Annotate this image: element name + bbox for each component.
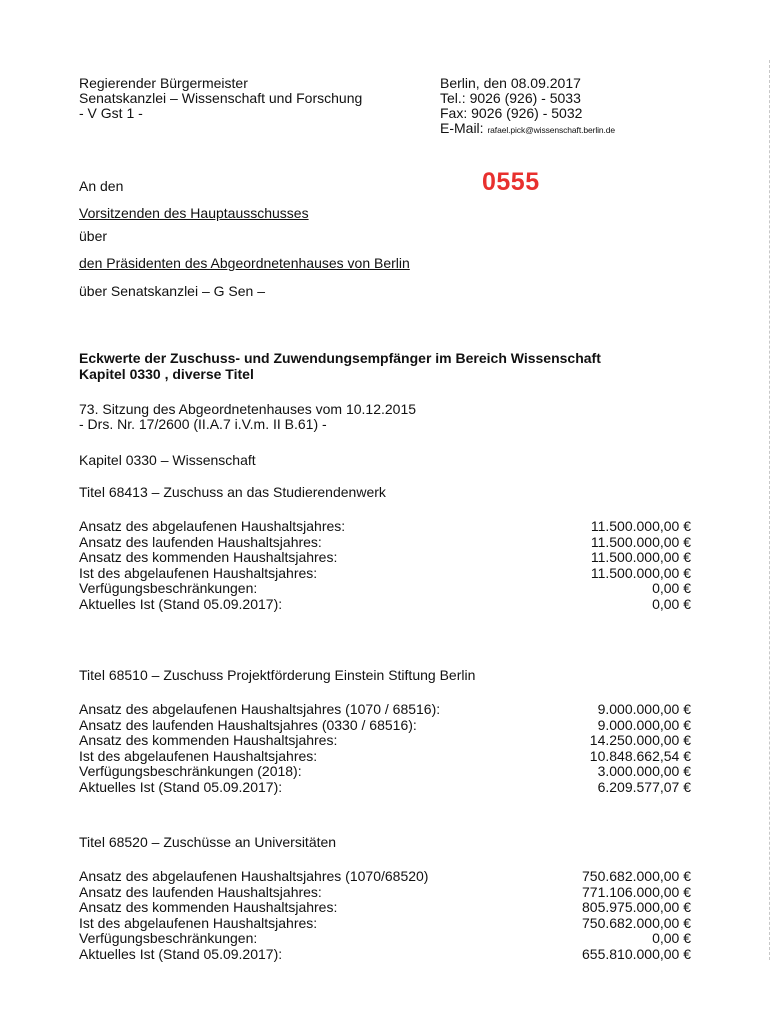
budget-row xyxy=(79,597,691,613)
subject-heading xyxy=(79,350,601,382)
budget-table xyxy=(79,869,691,962)
budget-row xyxy=(79,885,691,901)
budget-amount: 11.500.000,00 € xyxy=(590,533,691,550)
email-line xyxy=(440,121,615,138)
budget-amount: 9.000.000,00 € xyxy=(597,716,691,733)
budget-amount: 805.975.000,00 € xyxy=(582,899,691,915)
budget-row xyxy=(79,535,691,551)
reference-line: 73. Sitzung des Abgeordnetenhauses vom 10.12.2015 xyxy=(79,401,417,417)
budget-row xyxy=(79,749,691,765)
budget-row xyxy=(79,519,691,535)
letter-date: Berlin, den 08.09.2017 xyxy=(440,75,581,91)
budget-amount: 14.250.000,00 € xyxy=(589,732,691,748)
budget-amount: 0,00 € xyxy=(652,930,691,946)
fax-number: Fax: 9026 (926) - 5032 xyxy=(440,105,583,121)
budget-label: Ansatz des laufenden Haushaltsjahres (0330 / 68516): xyxy=(79,716,417,733)
budget-amount: 11.500.000,00 € xyxy=(590,518,691,534)
budget-label: Ist des abgelaufenen Haushaltsjahres: xyxy=(79,914,318,931)
budget-amount: 0,00 € xyxy=(652,595,691,612)
budget-amount: 6.209.577,07 € xyxy=(597,778,691,795)
budget-amount: 771.106.000,00 € xyxy=(582,883,691,900)
title-heading: Titel 68520 – Zuschüsse an Universitäten xyxy=(79,834,337,850)
budget-label: Ansatz des abgelaufenen Haushaltsjahres (1070/68520) xyxy=(79,868,429,884)
budget-label: Ansatz des kommenden Haushaltsjahres: xyxy=(79,899,338,915)
document-number-stamp: 0555 xyxy=(482,168,540,196)
budget-label: Aktuelles Ist (Stand 05.09.2017): xyxy=(79,595,283,612)
budget-amount: 750.682.000,00 € xyxy=(582,868,691,884)
reference-block xyxy=(79,402,416,432)
budget-table xyxy=(79,519,691,612)
address-line: über xyxy=(79,228,108,244)
budget-row xyxy=(79,702,691,718)
budget-label: Verfügungsbeschränkungen (2018): xyxy=(79,763,302,779)
budget-label: Verfügungsbeschränkungen: xyxy=(79,580,258,596)
subject-line: Kapitel 0330 , diverse Titel xyxy=(79,366,254,382)
budget-row xyxy=(79,550,691,566)
address-line: über Senatskanzlei – G Sen – xyxy=(79,283,266,299)
budget-row xyxy=(79,916,691,932)
subject-line: Eckwerte der Zuschuss- und Zuwendungsempfänger im Bereich Wissenschaft xyxy=(79,350,601,366)
budget-label: Verfügungsbeschränkungen: xyxy=(79,930,258,946)
budget-row xyxy=(79,931,691,947)
budget-row xyxy=(79,581,691,597)
contact-block xyxy=(440,76,615,138)
budget-label: Ansatz des kommenden Haushaltsjahres: xyxy=(79,732,338,748)
budget-label: Ist des abgelaufenen Haushaltsjahres: xyxy=(79,564,318,581)
budget-label: Aktuelles Ist (Stand 05.09.2017): xyxy=(79,778,283,795)
phone-number: Tel.: 9026 (926) - 5033 xyxy=(440,90,581,106)
sender-line: - V Gst 1 - xyxy=(79,105,143,121)
email-label: E-Mail: xyxy=(440,120,484,136)
sender-block xyxy=(79,76,362,121)
budget-label: Ansatz des laufenden Haushaltsjahres: xyxy=(79,533,322,550)
address-line: An den xyxy=(79,178,124,194)
budget-row xyxy=(79,764,691,780)
chapter-heading: Kapitel 0330 – Wissenschaft xyxy=(79,452,256,468)
budget-amount: 9.000.000,00 € xyxy=(597,701,691,717)
budget-row xyxy=(79,900,691,916)
budget-row xyxy=(79,733,691,749)
title-heading: Titel 68413 – Zuschuss an das Studierendenwerk xyxy=(79,484,386,500)
budget-amount: 3.000.000,00 € xyxy=(597,763,691,779)
email-address: rafael.pick@wissenschaft.berlin.de xyxy=(487,125,616,135)
budget-row xyxy=(79,869,691,885)
reference-line: - Drs. Nr. 17/2600 (II.A.7 i.V.m. II B.61) - xyxy=(79,416,327,432)
address-recipient: den Präsidenten des Abgeordnetenhauses von Berlin xyxy=(79,255,410,271)
scan-margin-marks xyxy=(765,60,770,960)
budget-amount: 11.500.000,00 € xyxy=(590,549,691,565)
budget-label: Ist des abgelaufenen Haushaltsjahres: xyxy=(79,747,318,764)
sender-line: Senatskanzlei – Wissenschaft und Forschung xyxy=(79,90,363,106)
budget-label: Ansatz des laufenden Haushaltsjahres: xyxy=(79,883,322,900)
budget-table xyxy=(79,702,691,795)
budget-amount: 11.500.000,00 € xyxy=(590,564,691,581)
title-heading: Titel 68510 – Zuschuss Projektförderung Einstein Stiftung Berlin xyxy=(79,667,476,683)
budget-label: Aktuelles Ist (Stand 05.09.2017): xyxy=(79,945,283,962)
address-recipient: Vorsitzenden des Hauptausschusses xyxy=(79,205,309,221)
budget-amount: 0,00 € xyxy=(652,580,691,596)
budget-amount: 655.810.000,00 € xyxy=(582,945,691,962)
budget-row xyxy=(79,947,691,963)
budget-row xyxy=(79,780,691,796)
budget-label: Ansatz des abgelaufenen Haushaltsjahres (1070 / 68516): xyxy=(79,701,441,717)
budget-label: Ansatz des abgelaufenen Haushaltsjahres: xyxy=(79,518,346,534)
budget-label: Ansatz des kommenden Haushaltsjahres: xyxy=(79,549,338,565)
budget-amount: 10.848.662,54 € xyxy=(589,747,691,764)
budget-amount: 750.682.000,00 € xyxy=(582,914,691,931)
budget-row xyxy=(79,718,691,734)
budget-row xyxy=(79,566,691,582)
sender-line: Regierender Bürgermeister xyxy=(79,75,248,91)
